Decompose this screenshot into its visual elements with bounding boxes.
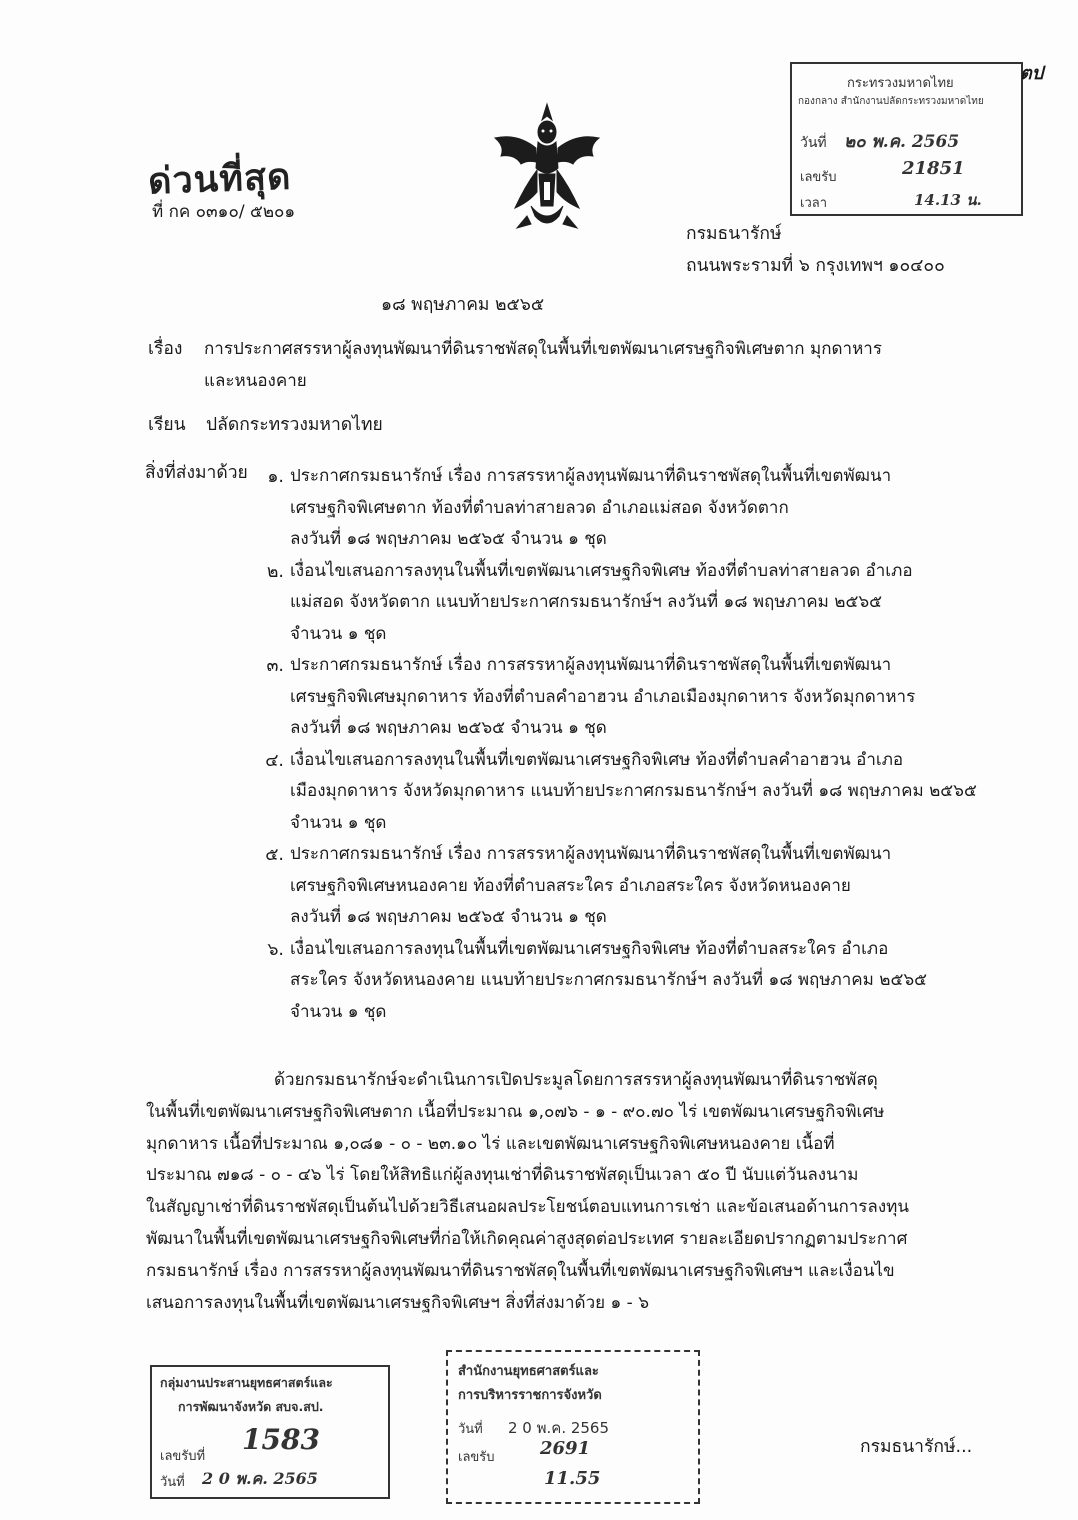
attachment-line: ลงวันที่ ๑๘ พฤษภาคม ๒๕๖๕ จำนวน ๑ ชุด: [290, 718, 607, 738]
attachment-number: ๔.: [265, 750, 284, 771]
stamp-time-label: เวลา: [800, 196, 828, 211]
stamp-left-line-2: การพัฒนาจังหวัด สบจ.สป.: [178, 1399, 324, 1414]
attachment-line: เศรษฐกิจพิเศษหนองคาย ท้องที่ตำบลสระใคร อำเภอสระใคร จังหวัดหนองคาย: [290, 875, 851, 896]
stamp-mid-line-1: สำนักงานยุทธศาสตร์และ: [458, 1364, 599, 1379]
sender-address: ถนนพระรามที่ ๖ กรุงเทพฯ ๑๐๔๐๐: [686, 256, 945, 276]
stamp-mid-date-value: 2 0 พ.ค. 2565: [508, 1419, 610, 1437]
receive-stamp-top: [790, 62, 1023, 216]
attachment-line: ลงวันที่ ๑๘ พฤษภาคม ๒๕๖๕ จำนวน ๑ ชุด: [290, 529, 607, 549]
attachment-number: ๒.: [266, 561, 284, 582]
document-number: ที่ กค ๐๓๑๐/ ๕๒๐๑: [152, 202, 296, 222]
attachment-line: จำนวน ๑ ชุด: [290, 1001, 387, 1022]
attachment-line: ประกาศกรมธนารักษ์ เรื่อง การสรรหาผู้ลงทุนพัฒนาที่ดินราชพัสดุในพื้นที่เขตพัฒนา: [290, 655, 892, 675]
subject-line-1: การประกาศสรรหาผู้ลงทุนพัฒนาที่ดินราชพัสดุในพื้นที่เขตพัฒนาเศรษฐกิจพิเศษตาก มุกดาหาร: [204, 339, 882, 359]
attachment-number: ๓.: [266, 656, 284, 676]
urgency-label: ด่วนที่สุด: [147, 156, 293, 203]
body-line: ด้วยกรมธนารักษ์จะดำเนินการเปิดประมูลโดยการสรรหาผู้ลงทุนพัฒนาที่ดินราชพัสดุ: [274, 1070, 878, 1090]
continuation-text: กรมธนารักษ์...: [860, 1437, 973, 1457]
corner-mark: ตป: [1020, 63, 1044, 84]
stamp-line-1: กระทรวงมหาดไทย: [847, 76, 954, 91]
stamp-left-receive-label: เลขรับที่: [160, 1449, 206, 1464]
stamp-mid-date-label: วันที่: [458, 1422, 483, 1437]
stamp-line-2: กองกลาง สำนักงานปลัดกระทรวงมหาดไทย: [798, 96, 984, 107]
stamp-mid-receive-value: 2691: [540, 1438, 591, 1459]
attachment-line: จำนวน ๑ ชุด: [290, 623, 387, 644]
body-line: ในสัญญาเช่าที่ดินราชพัสดุเป็นต้นไปด้วยวิธีเสนอผลประโยชน์ตอบแทนการเช่า และข้อเสนอด้านการลงทุน: [146, 1197, 909, 1218]
stamp-mid-time-value: 11.55: [544, 1468, 601, 1489]
stamp-left-date-label: วันที่: [160, 1475, 185, 1490]
attachment-number: ๑.: [267, 467, 284, 487]
stamp-receive-value: 21851: [902, 158, 965, 179]
stamp-left-receive-value: 1583: [242, 1423, 320, 1456]
body-line: ประมาณ ๗๑๘ - ๐ - ๔๖ ไร่ โดยให้สิทธิแก่ผู้ลงทุนเช่าที่ดินราชพัสดุเป็นเวลา ๕๐ ปี นับแต่วันลงนาม: [146, 1165, 859, 1186]
subject-line-2: และหนองคาย: [204, 371, 307, 391]
sender-organization: กรมธนารักษ์: [686, 224, 782, 244]
stamp-left: [150, 1365, 390, 1499]
stamp-mid-receive-label: เลขรับ: [458, 1450, 495, 1465]
stamp-receive-label: เลขรับ: [800, 170, 837, 185]
attachment-line: ประกาศกรมธนารักษ์ เรื่อง การสรรหาผู้ลงทุนพัฒนาที่ดินราชพัสดุในพื้นที่เขตพัฒนา: [290, 466, 892, 486]
stamp-mid-line-2: การบริหารราชการจังหวัด: [458, 1388, 602, 1403]
stamp-middle: [446, 1350, 700, 1504]
garuda-emblem-icon: [487, 98, 607, 233]
attachment-line: เงื่อนไขเสนอการลงทุนในพื้นที่เขตพัฒนาเศรษฐกิจพิเศษ ท้องที่ตำบลท่าสายลวด อำเภอ: [290, 560, 913, 581]
body-line: เสนอการลงทุนในพื้นที่เขตพัฒนาเศรษฐกิจพิเศษฯ สิ่งที่ส่งมาด้วย ๑ - ๖: [146, 1292, 650, 1313]
attachment-line: ประกาศกรมธนารักษ์ เรื่อง การสรรหาผู้ลงทุนพัฒนาที่ดินราชพัสดุในพื้นที่เขตพัฒนา: [290, 844, 892, 864]
body-line: มุกดาหาร เนื้อที่ประมาณ ๑,๐๘๑ - ๐ - ๒๓.๑๐ ไร่ และเขตพัฒนาเศรษฐกิจพิเศษหนองคาย เนื้อที่: [146, 1133, 835, 1154]
attachment-number: ๕.: [265, 845, 284, 865]
attachment-line: เงื่อนไขเสนอการลงทุนในพื้นที่เขตพัฒนาเศรษฐกิจพิเศษ ท้องที่ตำบลสระใคร อำเภอ: [290, 938, 889, 959]
attachment-line: เงื่อนไขเสนอการลงทุนในพื้นที่เขตพัฒนาเศรษฐกิจพิเศษ ท้องที่ตำบลคำอาฮวน อำเภอ: [290, 749, 904, 770]
attachment-line: เมืองมุกดาหาร จังหวัดมุกดาหาร แนบท้ายประกาศกรมธนารักษ์ฯ ลงวันที่ ๑๘ พฤษภาคม ๒๕๖๕: [290, 781, 977, 801]
attachment-line: จำนวน ๑ ชุด: [290, 812, 387, 833]
attachment-line: เศรษฐกิจพิเศษมุกดาหาร ท้องที่ตำบลคำอาฮวน อำเภอเมืองมุกดาหาร จังหวัดมุกดาหาร: [290, 686, 916, 707]
body-line: กรมธนารักษ์ เรื่อง การสรรหาผู้ลงทุนพัฒนาที่ดินราชพัสดุในพื้นที่เขตพัฒนาเศรษฐกิจพิเศษฯ และเงื่อนไข: [146, 1260, 895, 1281]
attachment-line: แม่สอด จังหวัดตาก แนบท้ายประกาศกรมธนารักษ์ฯ ลงวันที่ ๑๘ พฤษภาคม ๒๕๖๕: [290, 592, 883, 612]
stamp-date-value: ๒๐ พ.ค. 2565: [844, 132, 960, 152]
to-value: ปลัดกระทรวงมหาดไทย: [206, 415, 383, 435]
attachments-label: สิ่งที่ส่งมาด้วย: [145, 463, 248, 483]
body-line: ในพื้นที่เขตพัฒนาเศรษฐกิจพิเศษตาก เนื้อที่ประมาณ ๑,๐๗๖ - ๑ - ๙๐.๗๐ ไร่ เขตพัฒนาเศรษฐกิจพิเศษ: [146, 1101, 885, 1122]
attachment-line: สระใคร จังหวัดหนองคาย แนบท้ายประกาศกรมธนารักษ์ฯ ลงวันที่ ๑๘ พฤษภาคม ๒๕๖๕: [290, 970, 928, 990]
stamp-time-value: 14.13 น.: [914, 191, 982, 209]
attachment-number: ๖.: [267, 939, 284, 960]
body-line: พัฒนาในพื้นที่เขตพัฒนาเศรษฐกิจพิเศษที่ก่อให้เกิดคุณค่าสูงสุดต่อประเทศ รายละเอียดปรากฏตามประกาศ: [146, 1229, 908, 1249]
stamp-left-line-1: กลุ่มงานประสานยุทธศาสตร์และ: [160, 1375, 333, 1390]
stamp-date-label: วันที่: [800, 135, 827, 151]
subject-label: เรื่อง: [148, 339, 183, 359]
stamp-left-date-value: 2 0 พ.ค. 2565: [202, 1469, 318, 1488]
attachment-line: ลงวันที่ ๑๘ พฤษภาคม ๒๕๖๕ จำนวน ๑ ชุด: [290, 907, 607, 927]
to-label: เรียน: [148, 415, 186, 435]
document-date: ๑๘ พฤษภาคม ๒๕๖๕: [381, 295, 545, 315]
attachment-line: เศรษฐกิจพิเศษตาก ท้องที่ตำบลท่าสายลวด อำเภอแม่สอด จังหวัดตาก: [290, 497, 789, 518]
